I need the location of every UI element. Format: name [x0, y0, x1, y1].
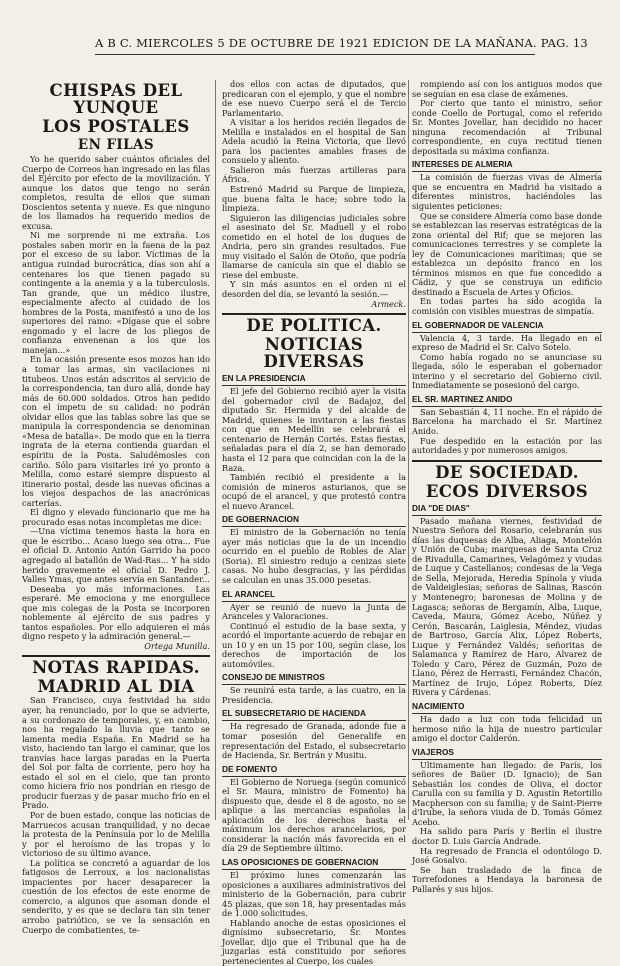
headline-de-sociedad: DE SOCIEDAD. [435, 462, 579, 482]
article-paragraph: En todas partes ha sido acogida la comisión con visibles muestras de simpatía. [412, 296, 602, 317]
column-middle [222, 79, 406, 966]
article-paragraph: Pasado mañana viernes, festividad de Nuestra Señora del Rosario, celebrarán sus días las duquesas de Alba, Aliaga, Montelón y Unión de Cuba; marquesas de Santa Cruz de Rivadulla, Camarines, Velagómez y viudas de Luque y Castellanos; condesas de la Vega de Sella, Mejorada, Heredia Spínola y viuda de Valdeiglesias; señoras de Salinas, Rascón y Montenegro; baronesas de Molina y de Lagasca; señoras de Bergamín, Alba, Luque, Caveda, Maura, Gómez Acebo, Núñez y Cerón, Bascarán, Laiglesia, Méndez, viudas de Bartroso, García Alix, López Roberts, Luque y Fernández Valdés; señoritas de Salamanca y Ramírez de Haro, Alvarez de Toledo y Caro, Pérez de Guzmán, Pozo de Llano, Pérez de Herrasti, Fernández Chacón, Martínez de Irujo, López Roberts, Díez Rivera y Cárdenas. [412, 515, 602, 698]
article-paragraph: La política se concretó a aguardar de los fatigosos de Lerroux, a los nacionalistas impacientes por hacer desaparecer la cuestión de los efectos de este enorme de comercio, a algunos que asoman donde el senderito, y es que se declara tan sin tener arrobo patriótico, se ve la sensación en Cuerpo de combatientes, te- [22, 857, 210, 935]
column-right [412, 79, 602, 894]
article-paragraph: Por cierto que tanto el ministro, señor conde Coello de Portugal, como el referido Sr. Montes Jovellar, han decidido no hacer ninguna recomendación al Tribunal correspondiente, en cuya rectitud tienen depositada su máxima confianza. [412, 98, 602, 156]
article-paragraph: Hablando anoche de estas oposiciones el dignísimo subsecretario, Sr. Montes Jovellar, dijo que el Tribunal que ha de juzgarlas está constituido por señores pertenecientes al Cuerpo, los cuales [222, 917, 406, 966]
article-paragraph: Ha dado a luz con toda felicidad un hermoso niño la hija de nuestro particular amigo el doctor Calderón. [412, 713, 602, 744]
headline-ecos-diversos: ECOS DIVERSOS [425, 481, 589, 501]
article-paragraph: Y sin más asuntos en el orden ni el desorden del día, se levantó la sesión.— [222, 279, 406, 300]
article-paragraph: Yo he querido saber cuántos oficiales del Cuerpo de Correos han ingresado en las filas del Ejército por efecto de la movilización. Y aunque los datos que tengo no serán completos, resulta de ellos que suman Doscientos setenta y nueve. Es que ninguno de los llamados ha requerido medios de excusa. [22, 154, 210, 231]
article-paragraph: El Gobierno de Noruega (según comunicó el Sr. Maura, ministro de Fomento) ha dispuesto que, desde el 8 de agosto, no se aplique a las mercancías españolas la aplicación de los derechos hasta el máximum los derechos arancelarios, por considerar la nación más favorecida en el día 29 de Septiembre último. [222, 776, 406, 854]
subhead-consejo: CONSEJO DE MINISTROS [222, 672, 406, 685]
article-paragraph: Fue despedido en la estación por las autoridades y por numerosos amigos. [412, 435, 602, 456]
article-paragraph: La comisión de fuerzas vivas de Almería que se encuentra en Madrid ha visitado a diferentes ministros, haciéndoles las siguientes peticiones: [412, 172, 602, 212]
subhead-almeria: INTERESES DE ALMERIA [412, 159, 602, 172]
subhead-dia-de-dias: DIA "DE DIAS" [412, 503, 602, 516]
article-paragraph: —Una víctima tenemos hasta la hora en que le escribo... Acaso luego sea otra... Fue el oficial D. Antonio Antón Garrido ha poco agregado al batallón de Wad-Ras... Y ha sido herido gravemente el oficial D. Pedro J. Valles Ymas, que antes servía en Santander... [22, 526, 210, 585]
article-paragraph: El ministro de la Gobernación no tenía ayer más noticias que la de un incendio ocurrido en el pueblo de Robles de Alar (Soria). El siniestro redujo a cenizas siete casas. No hubo desgracias, y las pérdidas se calculan en unas 35.000 pesetas. [222, 527, 406, 585]
section-divider [412, 460, 602, 462]
article-paragraph: Ha salido para París y Berlín el ilustre doctor D. Luis García Andrade. [412, 826, 602, 846]
subhead-valencia: EL GOBERNADOR DE VALENCIA [412, 320, 602, 333]
article-paragraph: Ha regresado de Granada, adonde fue a tomar posesión del Generalife en representación del Estado, el subsecretario de Hacienda, Sr. Bertrán y Musitu. [222, 721, 406, 761]
headline-madrid-al-dia: MADRID AL DIA [37, 677, 195, 697]
headline-noticias-diversas: NOTICIAS DIVERSAS [263, 335, 365, 372]
article-paragraph: Se han trasladado de la finca de Torrefodones a Hendaya la baronesa de Pallarés y sus hijos. [412, 864, 602, 894]
subhead-fomento: DE FOMENTO [222, 764, 406, 777]
article-paragraph: San Sebastián 4, 11 noche. En el rápido de Barcelona ha marchado el Sr. Martínez Anido. [412, 406, 602, 436]
article-paragraph: Se reunirá esta tarde, a las cuatro, en la Presidencia. [222, 685, 406, 705]
section-divider [22, 655, 210, 657]
article-paragraph: Deseaba yo más informaciones. Las esperaré. Me emociona y me enorgullece que mis colegas de la Posta se incorporen noblemente al ejército de sus padres y tantos españoles. Por ello adquieren el más digno respeto y la admiración general.— [22, 583, 210, 642]
article-signature: Armeck. [371, 298, 406, 309]
article-paragraph: Estrenó Madrid su Parque de limpieza, que buena falta le hace; sobre todo la limpieza. [222, 184, 406, 214]
subhead-martinez-anido: EL SR. MARTINEZ ANIDO [412, 394, 602, 407]
article-paragraph: Ni me sorprende ni me extraña. Los postales saben morir en la faena de la paz por el exceso de su labor. Víctimas de la antigua ruindad burocrática, días son ahí a centenares los que tienen pagado su contingente a la anemia y a la tuberculosis. Tan grande, que un médico ilustre, especialmente afecto al cuidado de los hombres de la Posta, manifestó a uno de los superiores del ramo: «Dígase que el sobre engomado y el lacre de los pliegos de confianza envenenan a los que los manejan...» [22, 230, 210, 355]
subhead-nacimiento: NACIMIENTO [412, 701, 602, 714]
subhead-arancel: EL ARANCEL [222, 589, 406, 602]
headline-en-filas: EN FILAS [77, 137, 155, 153]
article-signature: Ortega Munilla. [144, 640, 210, 651]
subhead-subsecretario: EL SUBSECRETARIO DE HACIENDA [222, 708, 406, 721]
article-paragraph: Que se considere Almería como base donde se establezcan las reservas estratégicas de la zona oriental del Rif; que se mejoren las comunicaciones terrestres y se complete la ley de Comunicaciones marítimas; que se establezca un depósito franco en los términos mismos en que fue concedido a Cádiz, y que se construya un edificio destinado a Escuela de Artes y Oficios. [412, 210, 602, 297]
article-paragraph: Continuó el estudio de la base sexta, y acordó el importante acuerdo de rebajar en un 10 y en un 15 por 100, según clase, los derechos de importación de los automóviles. [222, 620, 406, 669]
subhead-viajeros: VIAJEROS [412, 747, 602, 760]
article-paragraph: El jefe del Gobierno recibió ayer la visita del gobernador civil de Badajoz, del diputado Sr. Hermida y del alcalde de Madrid, quienes le invitaron a las fiestas con que en Medellín se celebrará el centenario de Hernán Cortés. Estas fiestas, señaladas para el día 2, se han demorado hasta el 12 para que coincidan con la de la Raza. [222, 386, 406, 473]
article-paragraph: dos ellos con actas de diputados, que predicaran con el ejemplo, y que el nombre de ese nuevo Cuerpo será el de Tercio Parlamentario. [222, 79, 406, 118]
headline-chispas: CHISPAS DEL YUNQUE [49, 81, 183, 117]
column-rule-left [215, 80, 216, 820]
column-rule-right [408, 80, 409, 820]
article-paragraph: También recibió el presidente a la comisión de mineros asturianos, que se ocupó de el arancel, y que protestó contra el nuevo Arancel. [222, 472, 406, 511]
page-header: A B C. MIERCOLES 5 DE OCTUBRE DE 1921 EDICION DE LA MAÑANA. PAG. 13 [95, 36, 535, 55]
article-paragraph: A visitar a los heridos recién llegados de Melilla e instalados en el hospital de San Adela acudió la Reina Victoria, que llevó para los pacientes amables frases de consuelo y aliento. [222, 117, 406, 166]
article-paragraph: rompiendo así con los antiguos modos que se seguían en esa clase de exámenes. [412, 79, 602, 99]
article-paragraph: Por de buen estado, conque las noticias de Marruecos acusan tranquilidad, y no decae la protesta de la Península por lo de Melilla y por el heroísmo de las tropas y lo victorioso de su último avance. [22, 810, 210, 859]
article-paragraph: En la ocasión presente esos mozos han ido a tomar las armas, sin vacilaciones ni titubeos. Unos están adscritos al servicio de la correspondencia, tan duro allá, donde hay más de 60.000 soldados. Otros han pedido con el ímpetu de su calidad: no podrán olvidar ellos que las tablas sobre las que se manipula la correspondencia se denominan «Mesa de batalla». De modo que en la tierra ingrata de la eterna contienda guardan el espíritu de la Posta. Saludémosles con cariño. Sólo para visitarles iré yo pronto a Melilla, como estaré siempre dispuesto al itinerario postal, desde las nuevas oficinas a los viejos despachos de las anacrónicas carterías. [22, 354, 210, 508]
headline-postales: LOS POSTALES [42, 117, 190, 136]
section-divider [222, 313, 406, 315]
subhead-presidencia: EN LA PRESIDENCIA [222, 373, 406, 386]
column-left [22, 80, 210, 935]
article-paragraph: Salieron más fuerzas artilleras para África. [222, 164, 406, 185]
article-paragraph: Valencia 4, 3 tarde. Ha llegado en el expreso de Madrid el Sr. Calvo Sotelo. [412, 332, 602, 353]
subhead-gobernacion: DE GOBERNACION [222, 514, 406, 527]
article-paragraph: El digno y elevado funcionario que me ha procurado esas notas incompletas me dice: [22, 507, 210, 527]
article-paragraph: Siguieron las diligencias judiciales sobre el asesinato del Sr. Maduell y el robo cometido en el hotel de los duques de Andria, pero sin grandes resultados. Fue muy visitado el Salón de Otoño, que podría llamarse de canícula sin que el diablo se riese del embuste. [222, 212, 406, 280]
headline-de-politica: DE POLITICA. [246, 316, 382, 336]
article-paragraph: Ultimamente han llegado: de París, los señores de Baüer (D. Ignacio); de San Sebastián los condes de Oliva, el doctor Carulla con su familia y D. Agustín Retortillo Macpherson con su familia; y de Saint-Pierre d'Irube, la señora viuda de D. Tomás Gómez Acebo. [412, 759, 602, 827]
article-paragraph: Como había rogado no se anunciase su llegada, sólo le esperaban el gobernador interino y el secretario del Gobierno civil. Inmediatamente se posesionó del cargo. [412, 351, 602, 391]
article-paragraph: San Francisco, cuya festividad ha sido ayer, ha renunciado, por lo que se advierte, a su cordonazo de temporales, y, en cambio, nos ha regalado la lluvia que tanto se lamenta media España. En Madrid se ha visto, haciendo tan largo el caminar, que los tranvías hace largas paradas en la Puerta del Sol por falta de corriente, pero hoy ha estado el sol en el cielo, que tan pronto como hiciera frío nos pondrían en riesgo de producir fuerzas y de pasar mucho frío en el Prado. [22, 695, 210, 811]
article-paragraph: Ayer se reunió de nuevo la Junta de Aranceles y Valoraciones. [222, 601, 406, 622]
subhead-oposiciones: LAS OPOSICIONES DE GOBERNACION [222, 857, 406, 870]
article-paragraph: El próximo lunes comenzarán las oposiciones a auxiliares administrativos del ministerio de la Gobernación, para cubrir 45 plazas, que son 18, hay presentadas más de 1.000 solicitudes. [222, 870, 406, 919]
headline-notas-rapidas: NOTAS RAPIDAS. [32, 658, 200, 678]
article-paragraph: Ha regresado de Francia el odontólogo D. José Gosalvo. [412, 845, 602, 866]
